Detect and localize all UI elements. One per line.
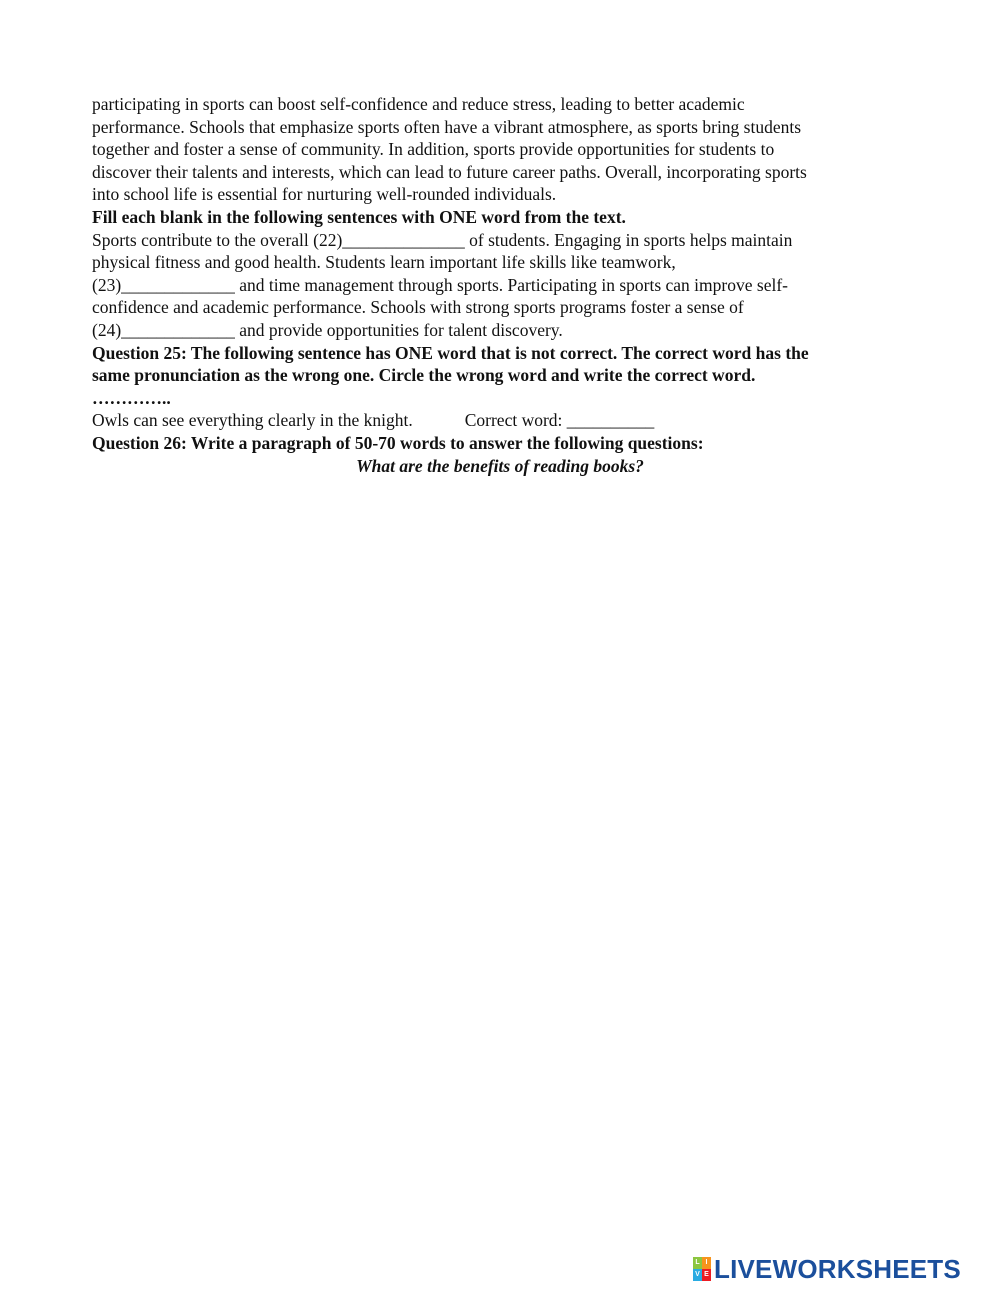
question-25 [92, 342, 912, 432]
question-25-title-line: Question 25: The following sentence has ONE word that is not correct. The correct word has the [92, 342, 809, 363]
worksheet-page [92, 93, 912, 477]
question-25-sentence: Owls can see everything clearly in the knight. [92, 410, 413, 431]
fill-blank-line: (24)_____________ and provide opportunities for talent discovery. [92, 319, 563, 340]
question-26 [92, 432, 912, 477]
question-26-title: Question 26: Write a paragraph of 50-70 words to answer the following questions: [92, 432, 704, 453]
passage-line: participating in sports can boost self-confidence and reduce stress, leading to better academic [92, 94, 745, 114]
question-26-prompt: What are the benefits of reading books? [356, 455, 644, 476]
passage-line: performance. Schools that emphasize sports often have a vibrant atmosphere, as sports bring students [92, 116, 802, 137]
passage-line: into school life is essential for nurturing well-rounded individuals. [92, 184, 557, 205]
reading-passage [92, 93, 912, 206]
question-25-sentence-row [92, 409, 912, 432]
fill-blank-line: physical fitness and good health. Students learn important life skills like teamwork, [92, 252, 676, 273]
fill-blank-instruction: Fill each blank in the following sentences with ONE word from the text. [92, 206, 626, 227]
passage-line: discover their talents and interests, which can lead to future career paths. Overall, incorporating sports [92, 161, 807, 182]
fill-blank-line: confidence and academic performance. Schools with strong sports programs foster a sense of [92, 297, 744, 318]
fill-blank-line: (23)_____________ and time management through sports. Participating in sports can improve self- [92, 274, 788, 295]
question-25-title-line: same pronunciation as the wrong one. Circle the wrong word and write the correct word. [92, 365, 756, 386]
liveworksheets-logo-text: LIVEWORKSHEETS [714, 1254, 961, 1284]
correct-word-answer: Correct word: __________ [464, 410, 655, 431]
liveworksheets-logo-icon: L I V E [693, 1257, 711, 1281]
fill-blank-line: Sports contribute to the overall (22)______________ of students. Engaging in sports helps maintain [92, 229, 793, 250]
question-25-dots: ………….. [92, 387, 171, 408]
liveworksheets-logo [693, 1256, 961, 1282]
fill-blank-section [92, 206, 912, 342]
passage-line: together and foster a sense of community. In addition, sports provide opportunities for students to [92, 139, 775, 160]
